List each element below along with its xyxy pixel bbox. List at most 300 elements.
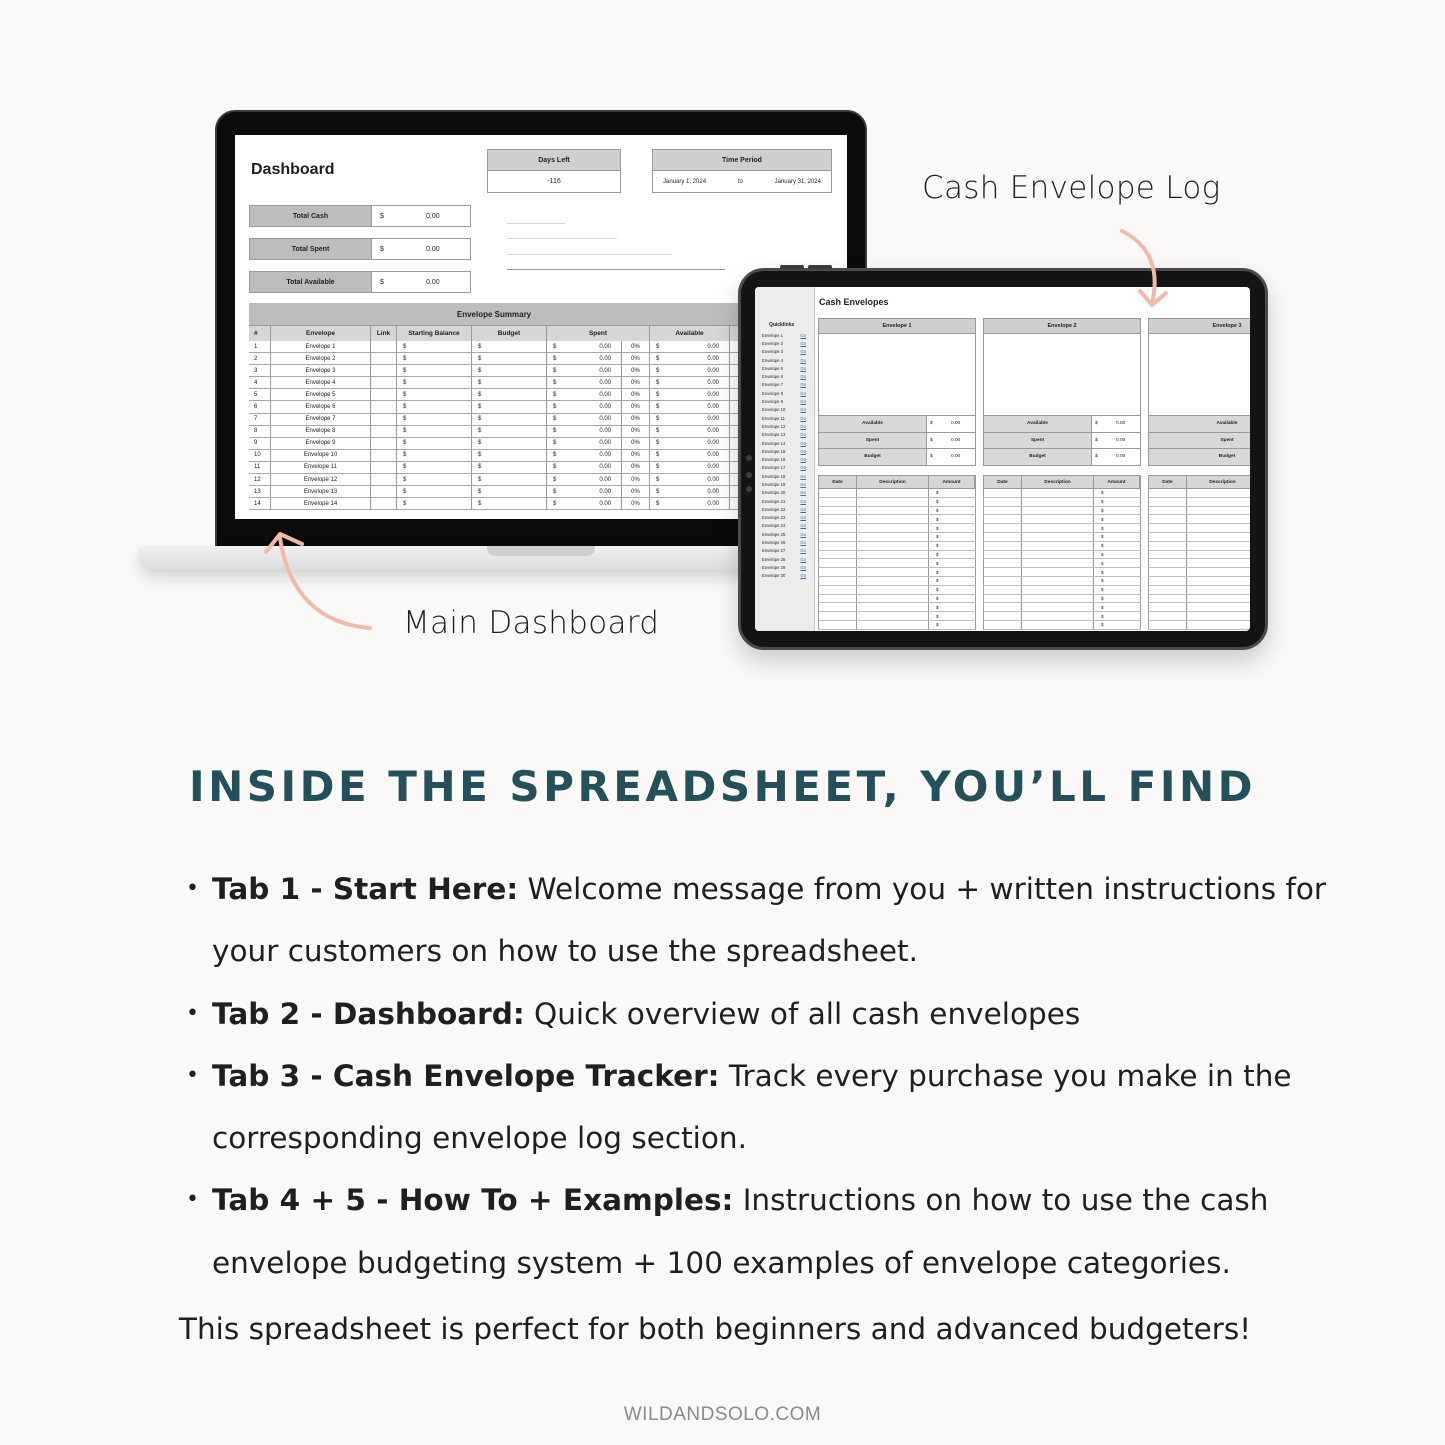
log-row	[1148, 551, 1250, 560]
log-cell[interactable]: $	[929, 533, 976, 541]
log-cell[interactable]	[1149, 577, 1187, 585]
row-percent: 0%	[622, 474, 650, 485]
envelope-notes	[818, 334, 976, 416]
log-cell[interactable]: $	[1094, 524, 1141, 532]
row-link[interactable]	[371, 353, 397, 364]
row-link[interactable]	[371, 498, 397, 509]
quicklink-label: Envelope 8	[762, 390, 783, 396]
log-cell[interactable]	[1187, 551, 1250, 559]
currency: $	[656, 355, 660, 362]
log-row	[1148, 542, 1250, 551]
kpi-value: 0.00	[426, 245, 440, 253]
log-cell[interactable]: $	[1094, 489, 1141, 497]
log-cell[interactable]	[857, 586, 929, 594]
row-envelope: Envelope 7	[271, 414, 371, 425]
log-cell[interactable]	[1022, 612, 1094, 620]
log-cell[interactable]	[1187, 559, 1250, 567]
log-cell[interactable]: $	[929, 507, 976, 515]
log-cell[interactable]	[819, 603, 857, 611]
log-row	[818, 524, 976, 533]
row-percent: 0%	[622, 486, 650, 497]
log-cell[interactable]	[984, 489, 1022, 497]
quicklink-go[interactable]: Go	[800, 415, 806, 421]
log-cell[interactable]: $	[929, 595, 976, 603]
log-cell[interactable]	[984, 542, 1022, 550]
log-cell[interactable]	[1187, 507, 1250, 515]
stat-label: Available	[1149, 416, 1250, 432]
row-starting-balance: $	[397, 462, 472, 473]
envelope-stat	[1148, 449, 1250, 466]
quicklink-go[interactable]: Go	[800, 481, 806, 487]
log-cell[interactable]	[1022, 524, 1094, 532]
log-cell[interactable]	[1149, 612, 1187, 620]
log-cell[interactable]: $	[1094, 498, 1141, 506]
quicklink-item	[755, 422, 814, 430]
quicklink-go[interactable]: Go	[800, 515, 806, 521]
log-cell[interactable]	[1187, 612, 1250, 620]
log-cell[interactable]	[984, 515, 1022, 523]
log-cell[interactable]	[1149, 559, 1187, 567]
log-cell[interactable]: $	[1094, 559, 1141, 567]
quicklink-go[interactable]: Go	[800, 357, 806, 363]
row-link[interactable]	[371, 426, 397, 437]
days-left-header: Days Left	[487, 149, 621, 171]
log-cell[interactable]	[1149, 498, 1187, 506]
row-starting-balance: $	[397, 377, 472, 388]
currency: $	[553, 379, 557, 386]
log-cell[interactable]	[984, 498, 1022, 506]
feature-title: Tab 1 - Start Here:	[212, 872, 519, 906]
log-cell[interactable]	[819, 621, 857, 629]
quicklink-go[interactable]: Go	[800, 564, 806, 570]
row-available	[650, 341, 730, 352]
log-cell[interactable]	[1149, 551, 1187, 559]
row-budget: $	[472, 486, 547, 497]
quicklink-label: Envelope 18	[762, 473, 786, 479]
log-cell[interactable]: $	[929, 586, 976, 594]
stat-label: Budget	[984, 449, 1092, 465]
log-cell[interactable]	[819, 533, 857, 541]
log-cell[interactable]	[819, 577, 857, 585]
kpi-total-spent	[249, 238, 471, 260]
log-row	[818, 603, 976, 612]
log-cell[interactable]	[819, 498, 857, 506]
quicklink-go[interactable]: Go	[800, 365, 806, 371]
log-cell[interactable]	[1022, 568, 1094, 576]
row-number: 3	[249, 365, 271, 376]
col-spent: Spent	[547, 326, 650, 341]
row-spent	[547, 401, 622, 412]
log-cell[interactable]: $	[1094, 515, 1141, 523]
row-number: 7	[249, 414, 271, 425]
quicklink-item	[755, 480, 814, 488]
row-percent: 0%	[622, 341, 650, 352]
log-cell[interactable]	[819, 515, 857, 523]
currency: $	[656, 391, 660, 398]
quicklink-go[interactable]: Go	[800, 332, 806, 338]
quicklink-go[interactable]: Go	[800, 548, 806, 554]
log-cell[interactable]	[1149, 489, 1187, 497]
row-number: 14	[249, 498, 271, 509]
currency: $	[553, 452, 557, 459]
log-cell[interactable]: $	[929, 524, 976, 532]
quicklink-go[interactable]: Go	[800, 407, 806, 413]
log-cell[interactable]	[857, 577, 929, 585]
quicklink-label: Envelope 29	[762, 564, 786, 570]
stat-label: Spent	[984, 433, 1092, 449]
row-link[interactable]	[371, 450, 397, 461]
quicklink-go[interactable]: Go	[800, 340, 806, 346]
log-cell[interactable]	[1149, 507, 1187, 515]
log-cell[interactable]	[857, 612, 929, 620]
log-cell[interactable]	[984, 568, 1022, 576]
log-cell[interactable]	[857, 551, 929, 559]
log-cell[interactable]	[1187, 595, 1250, 603]
log-cell[interactable]	[1022, 507, 1094, 515]
log-cell[interactable]: $	[1094, 603, 1141, 611]
row-link[interactable]	[371, 401, 397, 412]
log-cell[interactable]	[857, 595, 929, 603]
quicklink-go[interactable]: Go	[800, 440, 806, 446]
row-link[interactable]	[371, 462, 397, 473]
log-row	[983, 489, 1141, 498]
envelope-notes	[983, 334, 1141, 416]
row-spent	[547, 486, 622, 497]
log-cell[interactable]: $	[1094, 507, 1141, 515]
laptop-notch	[487, 546, 595, 556]
quicklink-go[interactable]: Go	[800, 556, 806, 562]
log-cell[interactable]: $	[1094, 621, 1141, 629]
log-cell[interactable]	[1187, 542, 1250, 550]
log-cell[interactable]	[1149, 533, 1187, 541]
stat-value: 0.00	[1116, 437, 1126, 443]
row-spent	[547, 450, 622, 461]
quicklink-go[interactable]: Go	[800, 523, 806, 529]
log-cell[interactable]	[1022, 603, 1094, 611]
log-cell[interactable]	[857, 568, 929, 576]
log-row	[983, 551, 1141, 560]
amount: 0.00	[707, 343, 719, 350]
log-cell[interactable]	[857, 498, 929, 506]
log-col-date: Date	[819, 476, 857, 488]
section-heading: INSIDE THE SPREADSHEET, YOU’LL FIND	[188, 762, 1257, 811]
log-row	[983, 568, 1141, 577]
log-col-description: Description	[857, 476, 929, 488]
log-cell[interactable]	[1022, 498, 1094, 506]
quicklink-item	[755, 530, 814, 538]
log-cell[interactable]	[857, 542, 929, 550]
log-cell[interactable]: $	[929, 612, 976, 620]
quicklink-go[interactable]: Go	[800, 423, 806, 429]
log-cell[interactable]: $	[929, 559, 976, 567]
row-available	[650, 498, 730, 509]
row-starting-balance: $	[397, 426, 472, 437]
log-cell[interactable]: $	[1094, 577, 1141, 585]
row-link[interactable]	[371, 377, 397, 388]
log-cell[interactable]	[1022, 577, 1094, 585]
log-cell[interactable]	[984, 507, 1022, 515]
log-cell[interactable]	[857, 489, 929, 497]
log-cell[interactable]	[1022, 533, 1094, 541]
kpi-label: Total Available	[250, 272, 372, 292]
log-cell[interactable]	[1149, 621, 1187, 629]
kpi-total-cash	[249, 205, 471, 227]
log-cell[interactable]: $	[929, 603, 976, 611]
col-envelope: Envelope	[271, 326, 371, 341]
log-cell[interactable]	[857, 621, 929, 629]
kpi-value: 0.00	[426, 212, 440, 220]
log-cell[interactable]	[1149, 524, 1187, 532]
col-available: Available	[650, 326, 730, 341]
stat-value: 0.00	[951, 454, 961, 460]
row-starting-balance: $	[397, 474, 472, 485]
row-percent: 0%	[622, 377, 650, 388]
log-cell[interactable]: $	[1094, 533, 1141, 541]
log-cell[interactable]	[1187, 586, 1250, 594]
log-cell[interactable]	[857, 515, 929, 523]
log-cell[interactable]: $	[1094, 568, 1141, 576]
envelope-card	[1148, 318, 1250, 466]
log-cell[interactable]	[1187, 568, 1250, 576]
row-percent: 0%	[622, 462, 650, 473]
quicklink-go[interactable]: Go	[800, 506, 806, 512]
row-percent: 0%	[622, 438, 650, 449]
stat-label: Budget	[819, 449, 927, 465]
log-cell[interactable]: $	[929, 551, 976, 559]
quicklink-label: Envelope 2	[762, 340, 783, 346]
log-row	[818, 559, 976, 568]
row-envelope: Envelope 1	[271, 341, 371, 352]
log-cell[interactable]	[1149, 568, 1187, 576]
log-cell[interactable]	[1187, 515, 1250, 523]
currency: $	[553, 428, 557, 435]
row-budget: $	[472, 474, 547, 485]
kpi-currency: $	[380, 212, 384, 220]
quicklink-go[interactable]: Go	[800, 349, 806, 355]
currency: $	[656, 452, 660, 459]
footer-website[interactable]: WILDANDSOLO.COM	[623, 1404, 822, 1425]
currency: $	[553, 355, 557, 362]
quicklink-go[interactable]: Go	[800, 432, 806, 438]
quicklink-label: Envelope 1	[762, 332, 783, 338]
row-envelope: Envelope 14	[271, 498, 371, 509]
log-row	[1148, 507, 1250, 516]
quicklink-go[interactable]: Go	[800, 540, 806, 546]
log-cell[interactable]	[819, 612, 857, 620]
log-cell[interactable]	[1022, 489, 1094, 497]
row-number: 4	[249, 377, 271, 388]
log-cell[interactable]	[1022, 542, 1094, 550]
quicklink-go[interactable]: Go	[800, 498, 806, 504]
quicklink-label: Envelope 20	[762, 490, 786, 496]
quicklink-go[interactable]: Go	[800, 382, 806, 388]
log-cell[interactable]	[1149, 595, 1187, 603]
log-cell[interactable]: $	[929, 489, 976, 497]
log-row	[1148, 621, 1250, 630]
log-cell[interactable]: $	[929, 542, 976, 550]
log-cell[interactable]: $	[929, 577, 976, 585]
log-cell[interactable]	[819, 551, 857, 559]
log-cell[interactable]	[984, 595, 1022, 603]
row-link[interactable]	[371, 414, 397, 425]
quicklink-item	[755, 389, 814, 397]
tablet-button	[808, 265, 832, 269]
row-link[interactable]	[371, 474, 397, 485]
log-cell[interactable]	[984, 524, 1022, 532]
log-header	[818, 475, 976, 489]
stat-currency: $	[930, 421, 933, 427]
log-cell[interactable]	[819, 524, 857, 532]
log-cell[interactable]	[984, 621, 1022, 629]
quicklink-item	[755, 563, 814, 571]
log-row	[818, 515, 976, 524]
currency: $	[553, 416, 557, 423]
log-cell[interactable]: $	[1094, 586, 1141, 594]
log-cell[interactable]	[819, 507, 857, 515]
log-cell[interactable]: $	[1094, 595, 1141, 603]
log-cell[interactable]	[819, 595, 857, 603]
kpi-total-available	[249, 271, 471, 293]
row-link[interactable]	[371, 486, 397, 497]
stat-value: 0.00	[1116, 454, 1126, 460]
log-row	[983, 559, 1141, 568]
log-cell[interactable]: $	[1094, 551, 1141, 559]
quicklink-go[interactable]: Go	[800, 399, 806, 405]
amount: 0.00	[707, 476, 719, 483]
log-cell[interactable]	[1149, 603, 1187, 611]
log-cell[interactable]	[984, 577, 1022, 585]
log-row	[818, 595, 976, 604]
row-spent	[547, 414, 622, 425]
row-available	[650, 438, 730, 449]
log-cell[interactable]	[984, 603, 1022, 611]
currency: $	[656, 428, 660, 435]
quicklink-go[interactable]: Go	[800, 390, 806, 396]
row-budget: $	[472, 341, 547, 352]
log-cell[interactable]	[1022, 621, 1094, 629]
log-cell[interactable]	[857, 603, 929, 611]
log-cell[interactable]	[984, 586, 1022, 594]
row-available	[650, 450, 730, 461]
log-cell[interactable]	[819, 559, 857, 567]
log-cell[interactable]	[1187, 621, 1250, 629]
log-cell[interactable]	[1187, 489, 1250, 497]
quicklink-go[interactable]: Go	[800, 457, 806, 463]
log-cell[interactable]	[857, 524, 929, 532]
log-cell[interactable]	[984, 612, 1022, 620]
log-cell[interactable]	[1187, 603, 1250, 611]
log-cell[interactable]: $	[1094, 542, 1141, 550]
log-cell[interactable]: $	[929, 498, 976, 506]
log-cell[interactable]	[1187, 524, 1250, 532]
quicklink-go[interactable]: Go	[800, 531, 806, 537]
row-budget: $	[472, 414, 547, 425]
row-number: 2	[249, 353, 271, 364]
log-cell[interactable]: $	[929, 515, 976, 523]
log-cell[interactable]: $	[929, 621, 976, 629]
feature-text: Track every purchase you make in the corresponding envelope log section.	[212, 1058, 1292, 1156]
envelope-log	[818, 475, 976, 630]
log-cell[interactable]	[1149, 515, 1187, 523]
log-cell[interactable]: $	[1094, 612, 1141, 620]
log-cell[interactable]	[1149, 542, 1187, 550]
quicklink-label: Envelope 4	[762, 357, 783, 363]
row-starting-balance: $	[397, 438, 472, 449]
quicklink-item	[755, 447, 814, 455]
quicklink-item	[755, 339, 814, 347]
row-spent	[547, 365, 622, 376]
amount: 0.00	[707, 464, 719, 471]
log-cell[interactable]	[984, 551, 1022, 559]
quicklink-go[interactable]: Go	[800, 374, 806, 380]
amount: 0.00	[707, 355, 719, 362]
quicklink-label: Envelope 10	[762, 407, 786, 413]
row-available	[650, 462, 730, 473]
log-cell[interactable]	[1187, 577, 1250, 585]
currency: $	[656, 367, 660, 374]
time-period-value	[652, 171, 832, 193]
amount: 0.00	[707, 367, 719, 374]
quicklink-go[interactable]: Go	[800, 573, 806, 579]
log-row	[1148, 489, 1250, 498]
log-cell[interactable]	[819, 542, 857, 550]
stat-label: Spent	[819, 433, 927, 449]
log-cell[interactable]	[819, 586, 857, 594]
amount: 0.00	[707, 404, 719, 411]
log-cell[interactable]: $	[929, 568, 976, 576]
log-cell[interactable]	[1022, 595, 1094, 603]
log-cell[interactable]	[819, 568, 857, 576]
log-cell[interactable]	[857, 559, 929, 567]
quicklink-label: Envelope 21	[762, 498, 786, 504]
row-link[interactable]	[371, 365, 397, 376]
tablet-camera	[746, 472, 752, 478]
log-cell[interactable]	[984, 533, 1022, 541]
log-cell[interactable]	[1022, 586, 1094, 594]
stat-currency: $	[1095, 454, 1098, 460]
log-cell[interactable]	[1022, 515, 1094, 523]
log-cell[interactable]	[1149, 586, 1187, 594]
log-col-description: Description	[1022, 476, 1094, 488]
kpi-value: 0.00	[426, 278, 440, 286]
quicklink-item	[755, 397, 814, 405]
row-link[interactable]	[371, 438, 397, 449]
amount: 0.00	[707, 440, 719, 447]
quicklink-go[interactable]: Go	[800, 490, 806, 496]
row-number: 12	[249, 474, 271, 485]
log-cell[interactable]	[1187, 533, 1250, 541]
log-cell[interactable]	[1022, 551, 1094, 559]
log-row	[1148, 524, 1250, 533]
log-cell[interactable]	[984, 559, 1022, 567]
row-starting-balance: $	[397, 389, 472, 400]
row-number: 1	[249, 341, 271, 352]
quicklink-go[interactable]: Go	[800, 473, 806, 479]
log-cell[interactable]	[1022, 559, 1094, 567]
currency: $	[553, 464, 557, 471]
log-cell[interactable]	[857, 533, 929, 541]
log-cell[interactable]	[1187, 498, 1250, 506]
log-row	[1148, 559, 1250, 568]
log-row	[1148, 595, 1250, 604]
row-link[interactable]	[371, 341, 397, 352]
log-cell[interactable]	[857, 507, 929, 515]
row-link[interactable]	[371, 389, 397, 400]
quicklink-go[interactable]: Go	[800, 448, 806, 454]
log-cell[interactable]	[819, 489, 857, 497]
envelope-log	[983, 475, 1141, 630]
quicklink-go[interactable]: Go	[800, 465, 806, 471]
